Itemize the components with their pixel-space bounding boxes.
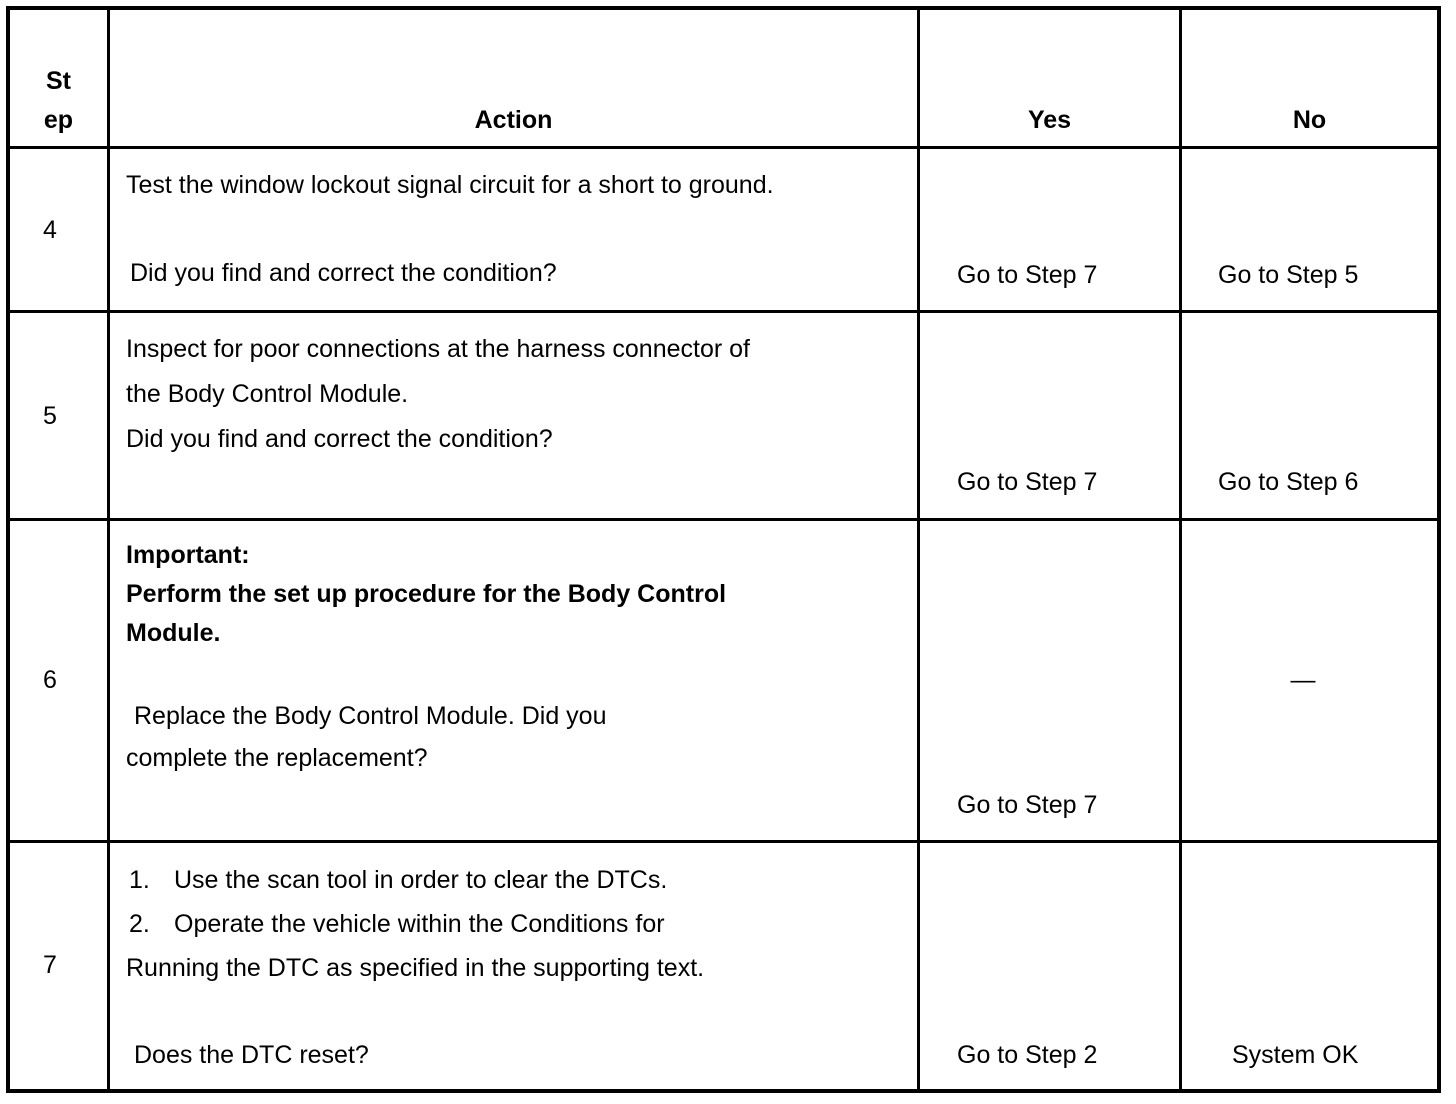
list-item-text: Operate the vehicle within the Conditions for (174, 910, 665, 938)
action-question: Does the DTC reset? (134, 1041, 369, 1069)
list-item-text: Use the scan tool in order to clear the DTCs. (174, 866, 668, 894)
action-text: complete the replacement? (126, 744, 428, 772)
column-divider-action (917, 6, 920, 1093)
row-divider-header (6, 146, 1441, 149)
important-text: Perform the set up procedure for the Body Control (126, 580, 727, 608)
no-result: System OK (1232, 1041, 1359, 1069)
table-border-top (6, 6, 1441, 10)
yes-result: Go to Step 7 (957, 791, 1098, 819)
column-divider-step (107, 6, 110, 1093)
table-border-bottom (6, 1089, 1441, 1093)
important-text: Module. (126, 619, 221, 647)
no-result: Go to Step 5 (1218, 261, 1359, 289)
step-number: 6 (43, 666, 57, 694)
action-question: Did you find and correct the condition? (130, 259, 557, 287)
header-no: No (1292, 106, 1327, 134)
row-divider-6 (6, 840, 1441, 843)
step-number: 4 (43, 216, 57, 244)
no-result: — (1290, 666, 1316, 694)
list-number: 2. (129, 910, 150, 938)
header-yes: Yes (1027, 106, 1072, 134)
header-step-line1: St (46, 67, 71, 95)
important-label: Important: (126, 541, 250, 569)
step-number: 5 (43, 402, 57, 430)
column-divider-yes (1179, 6, 1182, 1093)
no-result: Go to Step 6 (1218, 468, 1359, 496)
action-text: Test the window lockout signal circuit for a short to ground. (126, 171, 774, 199)
row-divider-5 (6, 518, 1441, 521)
header-action: Action (474, 106, 553, 134)
table-border-right (1437, 6, 1441, 1093)
action-question: Did you find and correct the condition? (126, 425, 553, 453)
action-text: Inspect for poor connections at the harness connector of (126, 335, 750, 363)
yes-result: Go to Step 7 (957, 468, 1098, 496)
table-border-left (6, 6, 10, 1093)
yes-result: Go to Step 7 (957, 261, 1098, 289)
action-text: Replace the Body Control Module. Did you (134, 702, 607, 730)
yes-result: Go to Step 2 (957, 1041, 1098, 1069)
header-step-line2: ep (43, 106, 74, 134)
row-divider-4 (6, 310, 1441, 313)
step-number: 7 (43, 951, 57, 979)
list-number: 1. (129, 866, 150, 894)
action-text: Running the DTC as specified in the supporting text. (126, 954, 705, 982)
action-text: the Body Control Module. (126, 380, 409, 408)
